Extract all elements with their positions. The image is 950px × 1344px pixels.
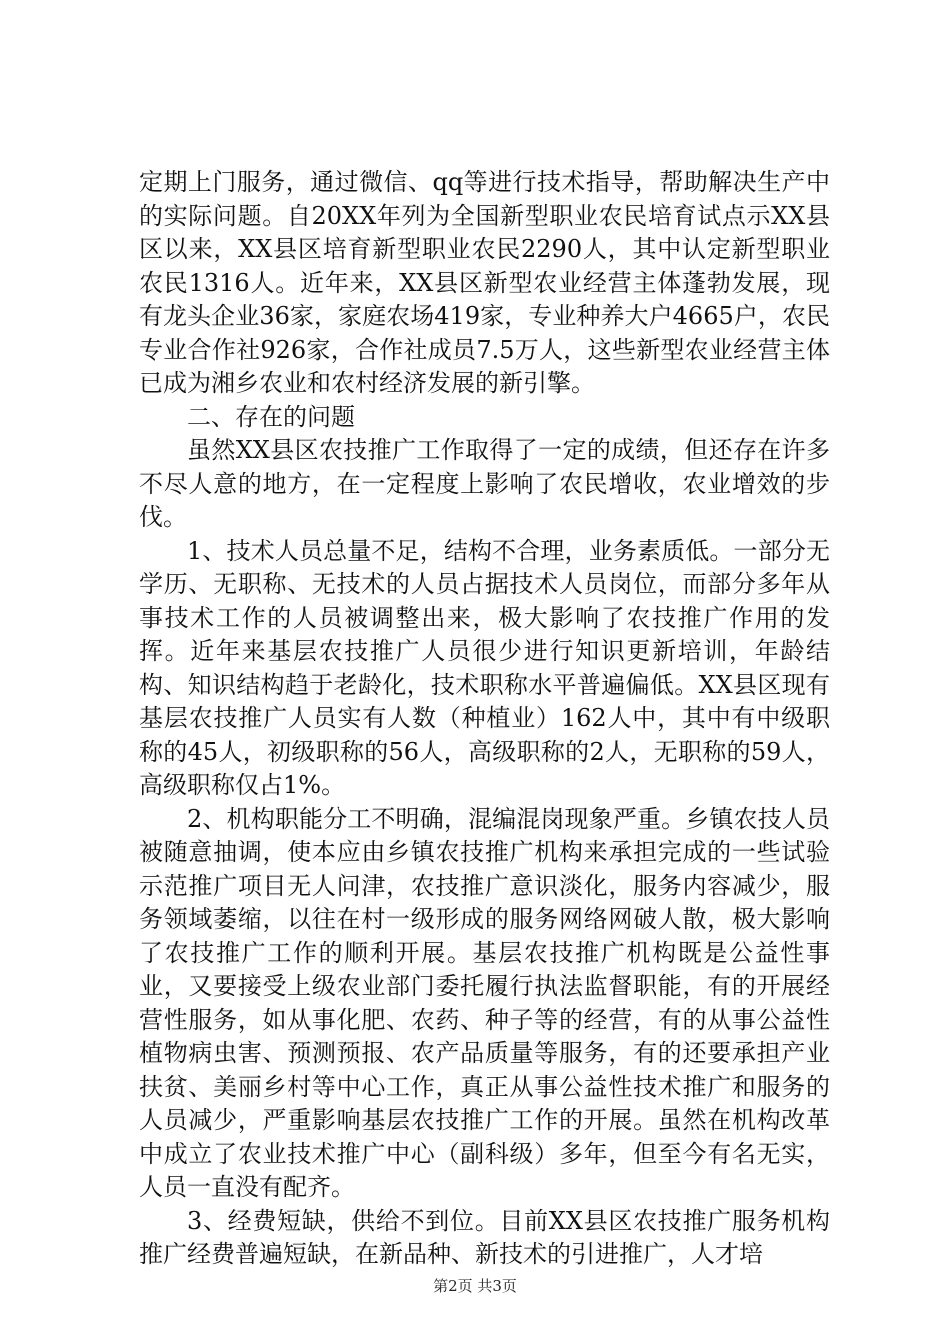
document-body (139, 166, 830, 1272)
section-heading-problems: 二、存在的问题 (187, 402, 355, 431)
page-footer (0, 1276, 950, 1296)
paragraph-problem-3: 3、经费短缺，供给不到位。目前XX县区农技推广服务机构推广经费普遍短缺，在新品种、新技术的引进推广，人才培 (139, 1206, 830, 1268)
paragraph-problems-summary: 虽然XX县区农技推广工作取得了一定的成绩，但还存在许多不尽人意的地方，在一定程度上影响了农民增收，农业增效的步伐。 (139, 436, 830, 531)
paragraph-problem-2: 2、机构职能分工不明确，混编混岗现象严重。乡镇农技人员被随意抽调，使本应由乡镇农技推广机构来承担完成的一些试验示范推广项目无人问津，农技推广意识淡化，服务内容减少，服务领域萎缩，以往在村一级形成的服务网络网破人散，极大影响了农技推广工作的顺利开展。基层农技推广机构既是公益性事业，又要接受上级农业部门委托履行执法监督职能，有的开展经营性服务，如从事化肥、农药、种子等的经营，有的从事公益性植物病虫害、预测预报、农产品质量等服务，有的还要承担产业扶贫、美丽乡村等中心工作，真正从事公益性技术推广和服务的人员减少，严重影响基层农技推广工作的开展。虽然在机构改革中成立了农业技术推广中心（副科级）多年，但至今有名无实，人员一直没有配齐。 (139, 804, 830, 1201)
paragraph-intro: 定期上门服务，通过微信、qq等进行技术指导，帮助解决生产中的实际问题。自20XX年列为全国新型职业农民培育试点示XX县区以来，XX县区培育新型职业农民2290人，其中认定新型职业农民1316人。近年来，XX县区新型农业经营主体蓬勃发展，现有龙头企业36家，家庭农场419家，专业种养大户4665户，农民专业合作社926家，合作社成员7.5万人，这些新型农业经营主体已成为湘乡农业和农村经济发展的新引擎。 (139, 168, 830, 397)
paragraph-problem-1: 1、技术人员总量不足，结构不合理，业务素质低。一部分无学历、无职称、无技术的人员占据技术人员岗位，而部分多年从事技术工作的人员被调整出来，极大影响了农技推广作用的发挥。近年来基层农技推广人员很少进行知识更新培训，年龄结构、知识结构趋于老龄化，技术职称水平普遍偏低。XX县区现有基层农技推广人员实有人数（种植业）162人中，其中有中级职称的45人，初级职称的56人，高级职称的2人，无职称的59人，高级职称仅占1%。 (139, 536, 830, 799)
page-number-label: 第2页 共3页 (433, 1277, 517, 1295)
